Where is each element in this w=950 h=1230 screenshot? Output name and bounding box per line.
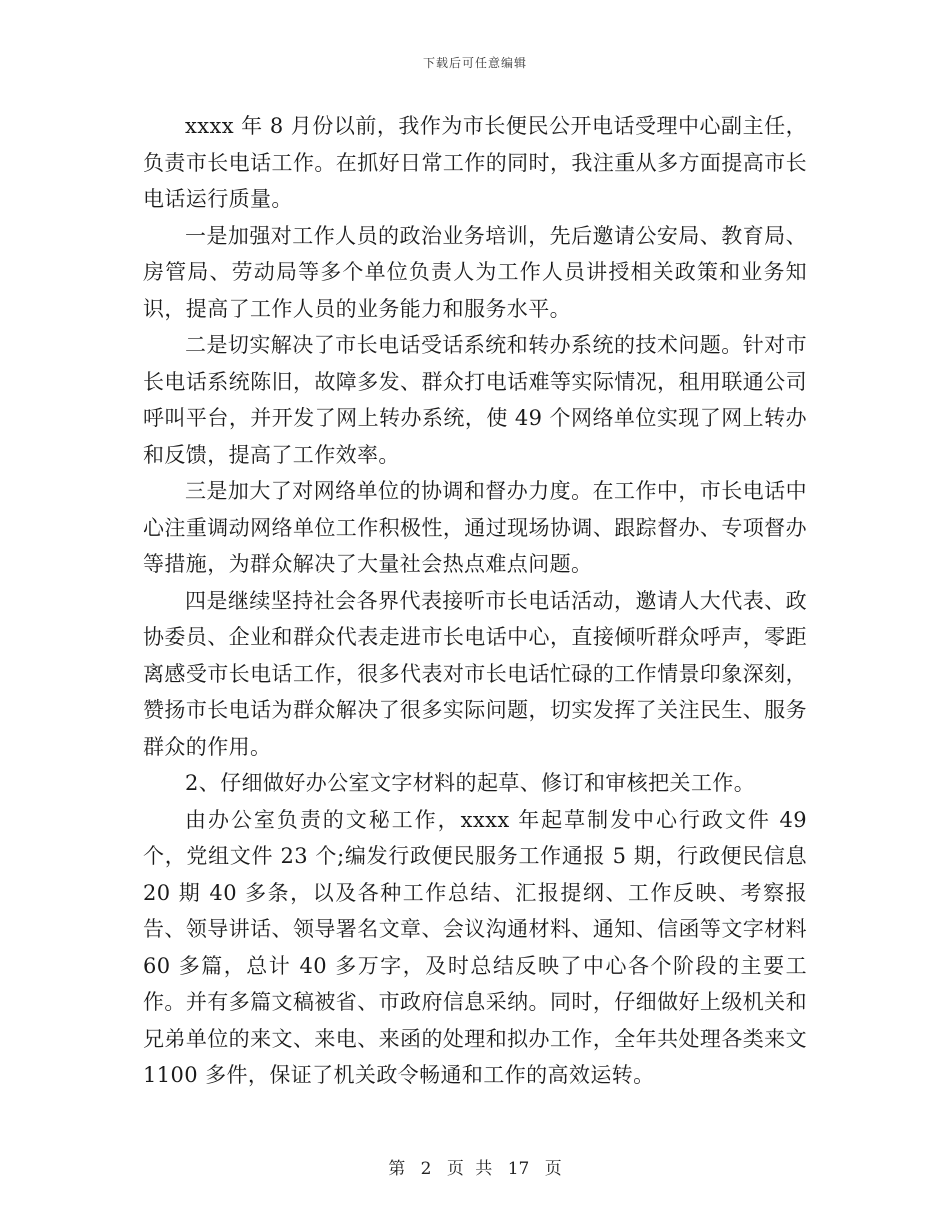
section-heading-2: 2、仔细做好办公室文字材料的起草、修订和审核把关工作。 — [185, 771, 756, 795]
footer-prefix: 第 — [388, 1159, 406, 1179]
paragraph-item-2: 二是切实解决了市长电话受话系统和转办系统的技术问题。针对市长电话系统陈旧，故障多发、群众打电话难等实际情况，租用联通公司呼叫平台，并开发了网上转办系统，使 49 个网络单位实现了网上转办和反馈，提高了工作效率。 — [143, 333, 807, 467]
header-note: 下载后可任意编辑 — [422, 56, 527, 70]
footer-total-pages: 17 — [507, 1159, 530, 1179]
page-footer — [0, 1154, 950, 1179]
document-body — [143, 108, 807, 1094]
paragraph-secretarial-work: 由办公室负责的文秘工作，xxxx 年起草制发中心行政文件 49 个，党组文件 23 个;编发行政便民服务工作通报 5 期，行政便民信息 20 期 40 多条，以及各种工作总结、汇报提纲、工作反映、考察报告、领导讲话、领导署名文章、会议沟通材料、通知、信函等文字材料 60 多篇，总计 40 多万字，及时总结反映了中心各个阶段的主要工作。并有多篇文稿被省、市政府信息采纳。同时，仔细做好上级机关和兄弟单位的来文、来电、来函的处理和拟办工作，全年共处理各类来文 1100 多件，保证了机关政令畅通和工作的高效运转。 — [143, 807, 807, 1087]
paragraph-intro: xxxx 年 8 月份以前，我作为市长便民公开电话受理中心副主任，负责市长电话工作。在抓好日常工作的同时，我注重从多方面提高市长电话运行质量。 — [143, 114, 807, 211]
paragraph-item-1: 一是加强对工作人员的政治业务培训，先后邀请公安局、教育局、房管局、劳动局等多个单位负责人为工作人员讲授相关政策和业务知识，提高了工作人员的业务能力和服务水平。 — [143, 223, 807, 321]
paragraph-item-4: 四是继续坚持社会各界代表接听市长电话活动，邀请人大代表、政协委员、企业和群众代表走进市长电话中心，直接倾听群众呼声，零距离感受市长电话工作，很多代表对市长电话忙碌的工作情景印象深刻，赞扬市长电话为群众解决了很多实际问题，切实发挥了关注民生、服务群众的作用。 — [143, 588, 807, 759]
footer-middle: 页 共 — [446, 1159, 493, 1179]
paragraph-item-3: 三是加大了对网络单位的协调和督办力度。在工作中，市长电话中心注重调动网络单位工作积极性，通过现场协调、跟踪督办、专项督办等措施，为群众解决了大量社会热点难点问题。 — [143, 479, 807, 576]
footer-suffix: 页 — [544, 1159, 562, 1179]
footer-page-number: 2 — [420, 1159, 432, 1179]
